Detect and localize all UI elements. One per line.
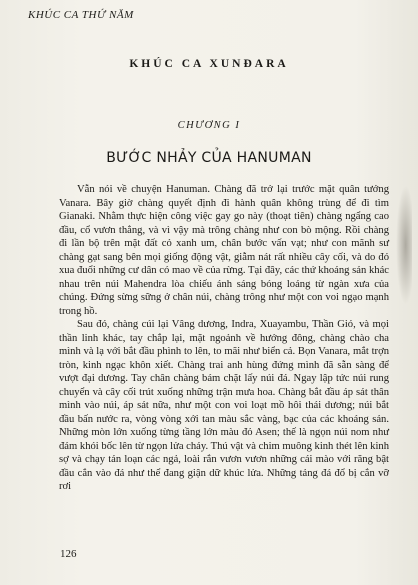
chapter-label: CHƯƠNG I	[177, 120, 241, 131]
body-text	[59, 183, 389, 494]
paragraph: Vẫn nói về chuyện Hanuman. Chàng đã trở lại trước mặt quân tướng Vanara. Bây giờ chàng quyết định đi hành quân không trùng để đi tìm Gianaki. Nhằm thực hiện công việc gay go này (thoạt tiên) chàng ngẩng cao đầu, cổ vươn thẳng, và vì vậy mà trông chàng như con bò mộng. Rồi chàng đi lần bộ trên mặt đất cỏ xanh um, chân bước vấn vạt; như con mãnh sư chàng gạt sang bên mọi giống động vật, giẫm nát rất nhiều cây cối, và do đó xua đuổi những cư dân có mao về của rừng. Tại đây, các thứ khoáng sản khác nhau trên núi Mahendra lòa chiếu ánh sáng bóng loáng từ ngàn xưa của chúng. Đứng sừng sững ở chân núi, chàng trông như một con voi ngạo mạnh trong hồ.	[59, 184, 389, 317]
chapter-title: BƯỚC NHẢY CỦA HANUMAN	[106, 150, 312, 166]
part-title: KHÚC CA XUNĐARA	[129, 58, 289, 70]
page-number: 126	[60, 548, 77, 560]
page-smudge	[396, 185, 412, 305]
paragraph: Sau đó, chàng cúi lại Vâng dương, Indra, Xuayambu, Thần Gió, và mọi thần linh khác, tay chắp lại, mặt ngoảnh về hướng đông, chàng chào cha mình và lạ với bắt đầu phình to lên, to mãi như biển cả. Bọn Vanara, mắt trợn tròn, kinh ngạc khôn xiết. Chàng trai anh hùng đứng mình đã sẵn sàng để vượt đại dương. Tay chân chàng bám chặt lấy núi đá. Ngay lập tức núi rung chuyển và cây cối trút xuống những trận mưa hoa. Chàng bắt đầu áp sát thân mình vào núi, áp sát nữa, như một con voi loạt mồ hôi thái dương; núi bắt đầu bấn nước ra, vòng vòng xới tan màu sắc vàng, bạc của các khoáng sản. Những mòn lớn xuống từng tầng lớn màu đỏ Asen; thế là ngọn núi nom như đám khói bốc lên từ ngọn lửa cháy. Thú vật và chim muông kinh thét lên kinh sợ và chạy tán loạn các ngả, loài rắn vươn vươn những cái mào với răng bật đầu cắn vào đá như thể đang giận dữ khúc lửa. Những tảng đá đổ bị cắn vỡ rơi	[59, 319, 389, 492]
running-head: KHÚC CA THỨ NĂM	[28, 9, 134, 21]
